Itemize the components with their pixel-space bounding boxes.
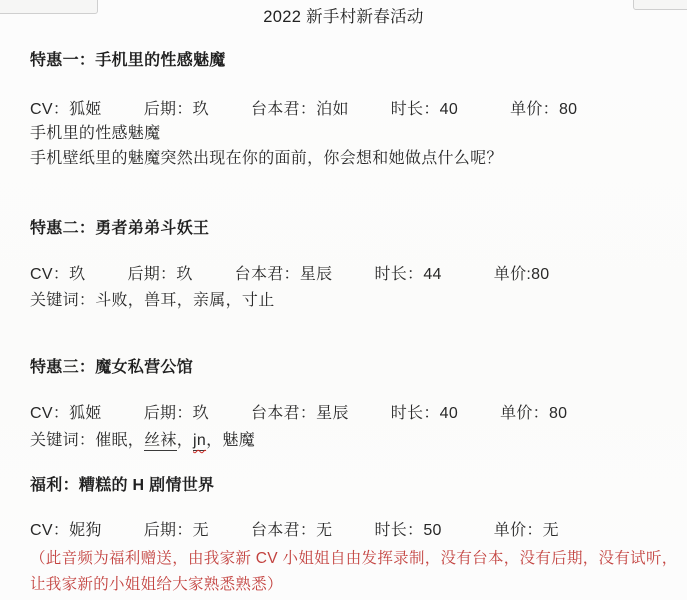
section-3-header: 特惠三：魔女私营公馆 (30, 359, 194, 376)
detail-cv: CV：妮狗 (30, 522, 102, 539)
detail-post: 后期：无 (143, 522, 209, 539)
section-4-detail-row (30, 520, 559, 541)
section-1-description-title: 手机里的性感魅魔 (30, 125, 161, 142)
section-2-keywords: 关键词：斗败，兽耳，亲属，寸止 (30, 292, 275, 309)
detail-cv: CV：狐姬 (30, 101, 102, 118)
detail-cv: CV：狐姬 (30, 405, 102, 422)
detail-cv: CV：玖 (30, 266, 86, 283)
footnote-line-2: 让我家新的小姐姐给大家熟悉熟悉） (30, 576, 283, 593)
detail-duration: 时长：40 (390, 405, 459, 422)
detail-post: 后期：玖 (127, 266, 193, 283)
section-1-header: 特惠一：手机里的性感魅魔 (30, 52, 226, 69)
keywords-separator: ， (176, 432, 194, 449)
keyword-spellcheck-underlined: jn (193, 432, 207, 449)
keywords-tail: 魅魔 (222, 432, 256, 449)
detail-duration: 时长：40 (390, 101, 459, 118)
detail-price: 单价:80 (493, 266, 550, 283)
section-2-detail-row (30, 264, 550, 285)
section-4-header: 福利：糟糕的 H 剧情世界 (30, 477, 215, 494)
detail-price: 单价：80 (510, 101, 578, 118)
detail-post: 后期：玖 (143, 101, 209, 118)
keywords-separator: ， (206, 432, 223, 449)
footnote-red-text (30, 546, 678, 598)
section-2-header: 特惠二：勇者弟弟斗妖王 (30, 220, 210, 237)
detail-script: 台本君：星辰 (250, 405, 349, 422)
detail-post: 后期：玖 (143, 405, 209, 422)
section-3-detail-row (30, 403, 567, 424)
detail-price: 单价：无 (493, 522, 559, 539)
detail-script: 台本君：无 (250, 522, 333, 539)
detail-price: 单价：80 (500, 405, 568, 422)
section-3-keywords (30, 430, 255, 451)
detail-duration: 时长：44 (374, 266, 442, 283)
section-1-detail-row (30, 99, 577, 120)
footnote-line-1: （此音频为福利赠送，由我家新 CV 小姐姐自由发挥录制，没有台本，没有后期，没有试听， (30, 550, 678, 567)
detail-script: 台本君：泊如 (250, 101, 349, 118)
detail-script: 台本君：星辰 (234, 266, 333, 283)
keywords-prefix: 关键词：催眠， (30, 432, 145, 449)
keyword-underlined: 丝袜 (144, 432, 177, 449)
page-title: 2022 新手村新春活动 (263, 8, 424, 26)
section-1-description: 手机壁纸里的魅魔突然出现在你的面前，你会想和她做点什么呢？ (30, 150, 503, 167)
detail-duration: 时长：50 (374, 522, 442, 539)
